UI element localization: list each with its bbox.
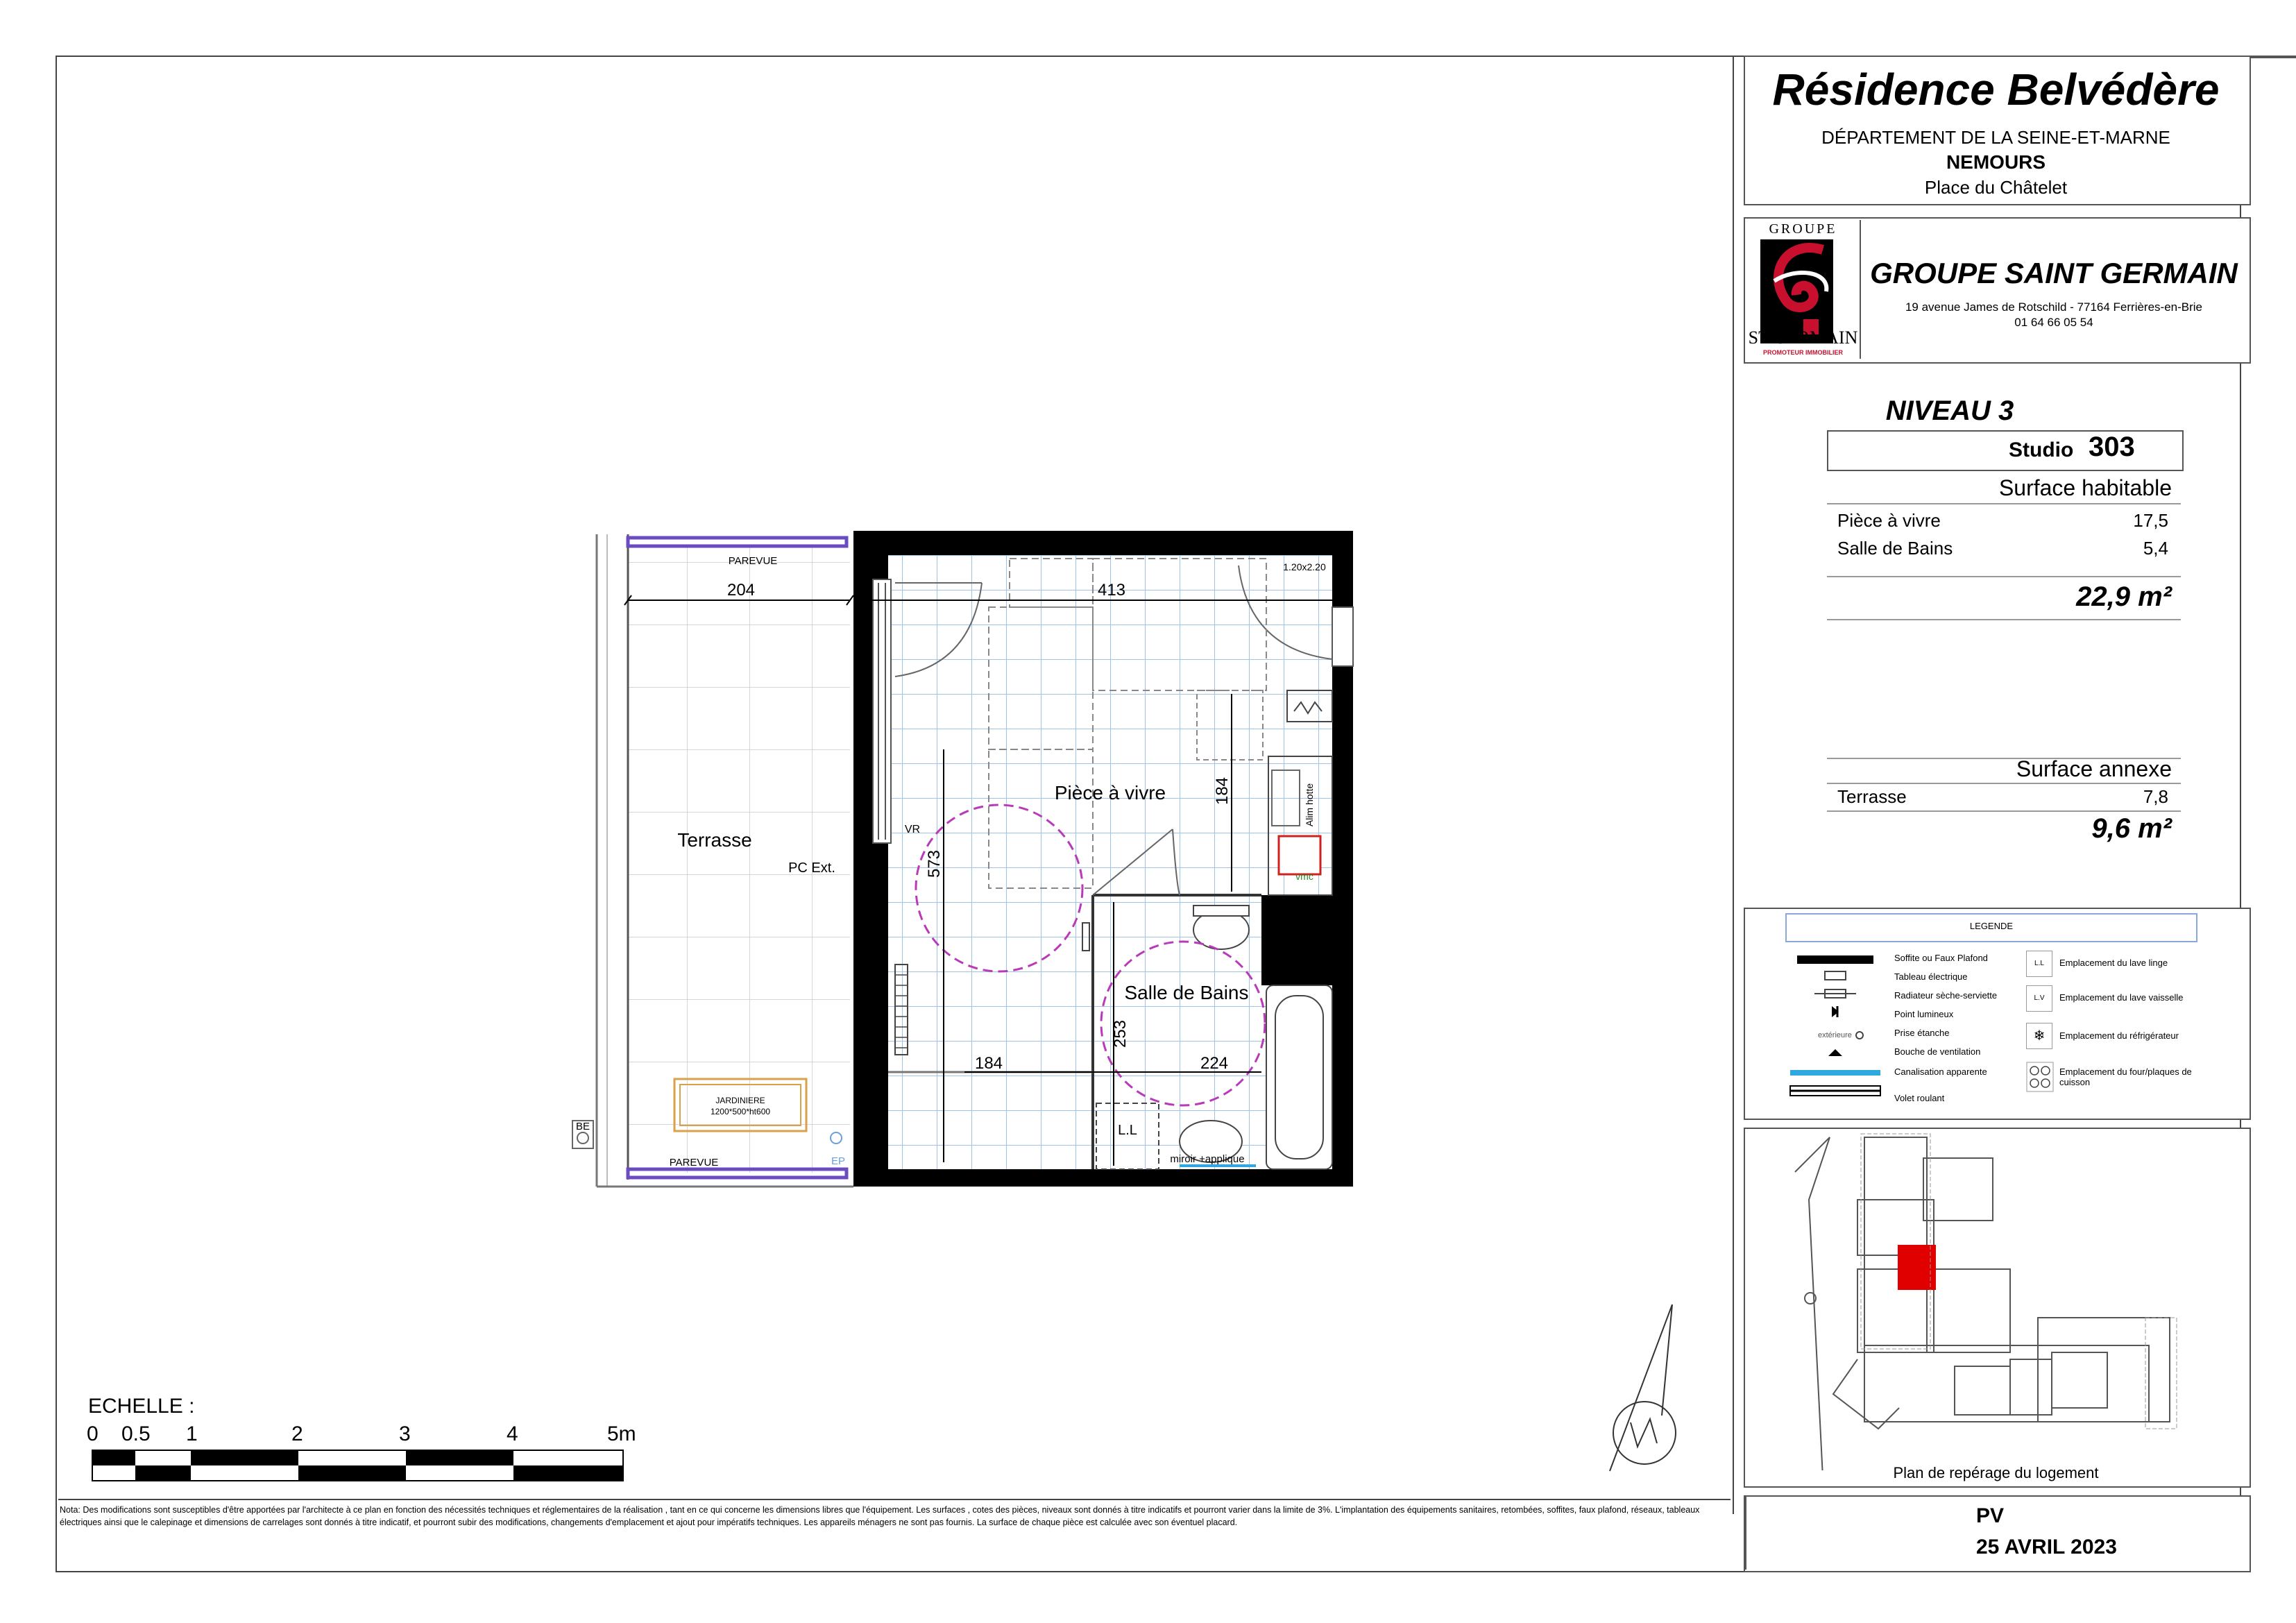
scale-tick-0: 0 <box>87 1422 99 1445</box>
be-label: BE <box>575 1121 590 1132</box>
logo-bottom-text: ST GERMAIN <box>1748 328 1858 348</box>
parevue-top-label: PAREVUE <box>728 555 778 567</box>
company-name: GROUPE SAINT GERMAIN <box>1870 257 2238 289</box>
dim-253: 253 <box>1111 1019 1130 1048</box>
miroir-label: miroir +applique <box>1170 1153 1245 1165</box>
legend-right-4: Emplacement du four/plaques de cuisson <box>2059 1067 2192 1087</box>
annex-row-rule <box>1827 810 2181 812</box>
scale-tick-1: 1 <box>186 1422 198 1445</box>
place: Place du Châtelet <box>1924 177 2068 198</box>
scale-tick-5m: 5m <box>607 1422 636 1445</box>
habitable-title-rule <box>1827 503 2181 504</box>
alim-hotte-label: Alim hotte <box>1304 783 1315 827</box>
parevue-bottom-label: PAREVUE <box>669 1157 719 1169</box>
room-row-1-area: 17,5 <box>2133 510 2168 531</box>
logo-tag: PROMOTEUR IMMOBILIER <box>1763 349 1843 356</box>
city: NEMOURS <box>1946 151 2046 173</box>
annex-row-1-name: Terrasse <box>1837 786 1907 807</box>
annex-title: Surface annexe <box>2016 756 2172 781</box>
habitable-title: Surface habitable <box>1998 475 2172 500</box>
legend-sample-exterieure: extérieure <box>1818 1031 1852 1039</box>
disclaimer-text: Nota: Des modifications sont susceptibles d'être apportées par l'architecte à ce plan en fonction des nécessités techniques et réglementaires de la réalisation , tant en ce qui concerne les dimensions libres que l'équipement. Les surfaces , cotes des pièces, niveaux sont donnés à titre indicatifs et pourront varier dans la limite de 3%. L'implantation des équipements sanitaires, retombées, soffites, faux plafond, réseaux, tableaux électriques ainsi que le calepinage et dimensions de carrelages sont donnés à titre indicatif, et pourront subir des modifications, changements d'emplacement et ajout pour impératifs techniques. Les appareils ménagers ne sont pas fournis. La surface de chaque pièce est calculée avec son éventuel placard. <box>60 1505 1700 1527</box>
jardiniere-label: JARDINIERE <box>715 1096 765 1105</box>
annex-row-1-area: 7,8 <box>2143 786 2168 807</box>
dim-184-vertical: 184 <box>1213 776 1232 806</box>
fridge-icon: ❄ <box>2026 1023 2052 1049</box>
legend-right-3: Emplacement du réfrigérateur <box>2059 1030 2179 1041</box>
site-plan-caption: Plan de repérage du logement <box>1893 1464 2099 1481</box>
legend-left-1: Soffite ou Faux Plafond <box>1894 953 1988 963</box>
window-size-label: 1.20x2.20 <box>1283 561 1326 572</box>
scale-bar <box>92 1450 623 1481</box>
parevue-bottom-rail <box>628 1169 847 1178</box>
level-label: NIVEAU 3 <box>1885 396 2014 426</box>
annex-total: 9,6 m² <box>2091 813 2172 844</box>
scale-tick-2: 2 <box>291 1422 303 1445</box>
room-terrasse: Terrasse <box>677 829 752 851</box>
scale-tick-05: 0.5 <box>121 1422 151 1445</box>
annex-title-rule <box>1827 783 2181 784</box>
legend-left-6: Bouche de ventilation <box>1894 1046 1981 1057</box>
legend-left-8: Volet roulant <box>1894 1093 1945 1103</box>
disclaimer-note <box>58 1499 1730 1500</box>
title-block-divider <box>1733 56 1734 1514</box>
legend-code-lv: L.V <box>2026 985 2052 1012</box>
bay-window <box>873 579 891 843</box>
legend-right-2: Emplacement du lave vaisselle <box>2059 992 2184 1003</box>
rooms-rule <box>1827 576 2181 577</box>
status-code: PV <box>1976 1504 2005 1527</box>
room-piece-a-vivre: Pièce à vivre <box>1054 782 1166 804</box>
site-plan <box>1746 1130 2246 1470</box>
project-title: Résidence Belvédère <box>1772 65 2220 114</box>
room-row-2-name: Salle de Bains <box>1837 538 1953 559</box>
scale-title: ECHELLE : <box>88 1395 195 1418</box>
parevue-top-rail <box>628 538 847 546</box>
scale-tick-4: 4 <box>507 1422 518 1445</box>
dim-224: 224 <box>1200 1054 1229 1073</box>
legend-left-3: Radiateur sèche-serviette <box>1894 990 1998 1001</box>
logo-top-text: GROUPE <box>1769 221 1837 237</box>
legend-left-2: Tableau électrique <box>1894 971 1968 982</box>
legend-left-4: Point lumineux <box>1894 1009 1954 1019</box>
unit-number: 303 <box>2089 432 2135 462</box>
dim-413: 413 <box>1097 581 1126 600</box>
ep-label: EP <box>831 1155 846 1167</box>
north-arrow-icon <box>1610 1305 1676 1471</box>
legend-code-ll: L.L <box>2026 951 2052 977</box>
legend-left-7: Canalisation apparente <box>1894 1067 1987 1077</box>
habitable-total: 22,9 m² <box>2076 581 2172 612</box>
legend-title: LEGENDE <box>1969 921 2014 931</box>
company-address: 19 avenue James de Rotschild - 77164 Ferrières-en-Brie <box>1905 300 2203 314</box>
habitable-total-rule <box>1827 619 2181 620</box>
dim-184-horizontal: 184 <box>974 1054 1003 1073</box>
legend-right-1: Emplacement du lave linge <box>2059 958 2168 968</box>
dim-573: 573 <box>925 849 944 878</box>
status-date: 25 AVRIL 2023 <box>1976 1536 2117 1558</box>
company-logo <box>1746 220 1861 359</box>
room-salle-de-bains: Salle de Bains <box>1124 982 1249 1003</box>
room-row-1-name: Pièce à vivre <box>1837 510 1941 531</box>
oven-icon <box>2026 1062 2054 1092</box>
pc-ext-label: PC Ext. <box>788 860 835 876</box>
status-side-col <box>1745 1497 1746 1570</box>
jardiniere-dims: 1200*500*ht600 <box>710 1107 771 1116</box>
vmc-label: vmc <box>1295 871 1313 882</box>
unit-type: Studio <box>2009 439 2074 461</box>
scale-tick-3: 3 <box>399 1422 411 1445</box>
department: DÉPARTEMENT DE LA SEINE-ET-MARNE <box>1821 127 2170 148</box>
dim-204: 204 <box>726 581 756 600</box>
legend-left-5: Prise étanche <box>1894 1028 1950 1038</box>
room-row-2-area: 5,4 <box>2143 538 2168 559</box>
company-phone: 01 64 66 05 54 <box>2014 316 2093 329</box>
vr-label: VR <box>904 824 921 835</box>
ll-label: L.L <box>1118 1123 1137 1138</box>
